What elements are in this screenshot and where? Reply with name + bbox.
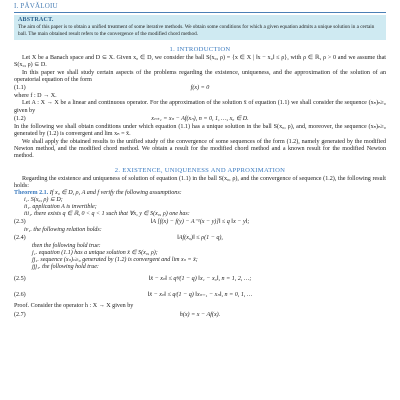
header-rule [14,12,386,13]
equation-1-1 [14,84,386,93]
equation-body: h(x) = x − Af(x). [179,311,221,318]
section-2-paragraph-1: Regarding the existence and uniqueness of solution of equation (1.1) in the ball S(x₀, ρ), and the convergence of sequence (1.2), the following result holds: [14,175,386,189]
assumption-iii1: iii₁. there exists q ∈ ℝ, 0 < q < 1 such that ∀x, y ∈ S(x₀, ρ) one has: [24,211,190,218]
equation-body: ‖A [f(x) − f(y) − A⁻¹(x − y)]‖ ≤ q ‖x − y‖; [150,219,250,226]
equation-body: xₙ₊₁ = xₙ − Af(xₙ), n = 0, 1, …, x₀ ∈ D. [151,116,249,123]
conclusion-jjj1: jjj₁. the following hold true: [32,264,99,271]
assumption-iv1: iv₁. the following relation holds: [24,227,102,234]
equation-number: (2.7) [14,311,26,318]
intro-paragraph-6: We shall apply the obtained results to the unified study of the convergence of some sequences of the form (1.2), namely generated by the modified Newton method, and the modified chord method. We obtain a result for the modified chord method and a known result for the modified Newton method. [14,138,386,160]
equation-body: ‖x̄ − xₙ‖ ≤ q⁄(1 − q) ‖xₙ₋₁ − xₙ‖, n = 0, 1, … [147,292,253,299]
section-2-title: 2. EXISTENCE, UNIQUENESS AND APPROXIMATION [114,166,286,174]
intro-paragraph-2: In this paper we shall study certain aspects of the problems regarding the existence, uniqueness, and the approximation of the solution of an operatorial equation of the form [14,69,386,83]
equation-number: (1.2) [14,116,26,123]
equation-2-6 [14,287,386,303]
equation-body: f(x) = 0 [190,85,210,92]
abstract-text: The aim of this paper is to obtain a unified treatment of some iterative methods. We obtain some conditions for which a given equation admits a unique solution in a certain ball. The main obtained result refers to the convergence of the modified chord method. [18,24,375,37]
intro-paragraph-4: Let A : X → X be a linear and continuous operator. For the approximation of the solution x̄ of equation (1.1) we shall consider the sequence (xₙ)ₙ≥₀ given by [14,100,386,114]
assumption-ii1: ii₁. application A is invertible; [24,204,97,211]
equation-2-5 [14,271,386,287]
theorem-statement: If x₀ ∈ D, ρ, A and f verify the following assumptions: [49,190,182,197]
equation-1-2 [14,115,386,124]
theorem-2-1 [14,190,386,197]
intro-paragraph-3: where f : D → X. [14,93,57,100]
assumption-i1: i₁. S(x₀, ρ) ⊆ D; [24,197,63,204]
conclusion-j1: j₁. equation (1.1) has a unique solution x̄ ∈ S(x₀, ρ); [32,250,158,257]
intro-paragraph-1: Let X be a Banach space and D ⊆ X. Given x₀ ∈ D, we consider the ball S(x₀, ρ) = {x ∈ X | ‖x − x₀‖ ≤ ρ}, with ρ ∈ ℝ, ρ > 0 and we assume that S(x₀, ρ) ⊆ D. [14,55,386,69]
theorem-heading: Theorem 2.1. [14,190,49,197]
running-header-author: I. PĂVĂLOIU [14,2,58,10]
equation-2-3 [14,218,386,227]
equation-number: (2.4) [14,235,26,242]
abstract-box [14,15,386,40]
proof-start: Proof. Consider the operator h : X → X given by [14,303,134,310]
conclusion-intro: then the following hold true: [32,243,101,250]
intro-paragraph-5: In the following we shall obtain conditions under which equation (1.1) has a unique solution in the ball S(x₀, ρ), and, moreover, the sequence (xₙ)ₙ≥₀ generated by (1.2) is convergent and lim xₙ = x̄. [14,124,386,138]
equation-body: ‖Af(x₀)‖ ≤ ρ(1 − q), [177,235,223,242]
abstract-title: ABSTRACT. [18,17,54,23]
equation-number: (2.3) [14,219,26,226]
conclusion-jj1: jj₁. sequence (xₙ)ₙ≥₀ generated by (1.2) is convergent and lim xₙ = x̄; [32,257,198,264]
equation-number: (2.6) [14,292,26,299]
equation-number: (1.1) [14,85,26,92]
equation-number: (2.5) [14,276,26,283]
section-1-title: 1. INTRODUCTION [169,46,231,53]
equation-body: ‖x̄ − xₙ‖ ≤ qⁿ⁄(1 − q) ‖x₁ − x₀‖, n = 1, 2, …; [148,276,252,283]
equation-2-4 [14,234,386,243]
equation-2-7 [14,311,386,320]
